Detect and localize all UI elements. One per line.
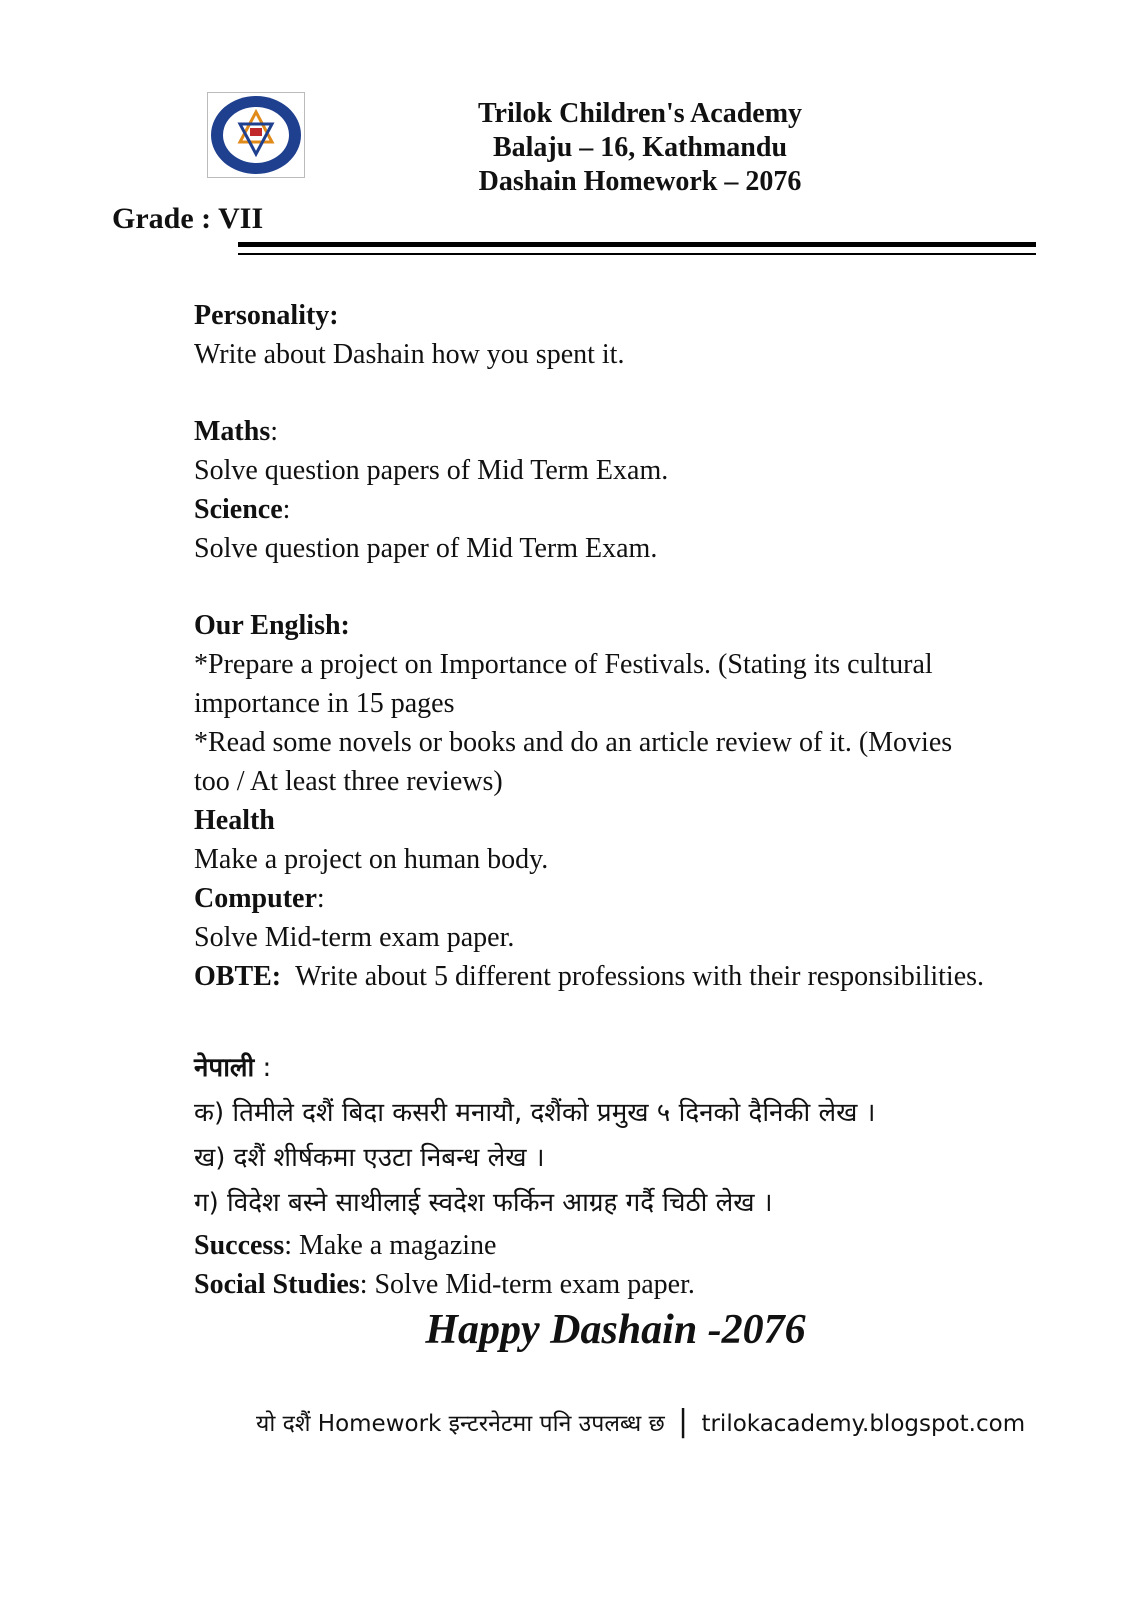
- health-task: Make a project on human body.: [194, 844, 549, 875]
- social-task: Solve Mid-term exam paper.: [374, 1269, 695, 1300]
- english-task-line: *Prepare a project on Importance of Festivals. (Stating its cultural: [194, 649, 933, 680]
- maths-heading: Maths: [194, 416, 271, 447]
- success-heading: Success: [194, 1230, 285, 1261]
- computer-heading: Computer: [194, 883, 317, 914]
- footer: [256, 1404, 1025, 1439]
- document-title: Dashain Homework – 2076: [478, 166, 802, 197]
- nepali-task-line: ग) विदेश बस्ने साथीलाई स्वदेश फर्किन आग्रह गर्दै चिठी लेख ।: [194, 1188, 773, 1218]
- nepali-task-line: ख) दशैं शीर्षकमा एउटा निबन्ध लेख ।: [194, 1143, 545, 1173]
- social-heading: Social Studies: [194, 1269, 360, 1300]
- english-heading: Our English:: [194, 610, 350, 641]
- computer-task: Solve Mid-term exam paper.: [194, 922, 515, 953]
- english-task-line: *Read some novels or books and do an article review of it. (Movies: [194, 727, 953, 758]
- science-task: Solve question paper of Mid Term Exam.: [194, 533, 658, 564]
- maths-task: Solve question papers of Mid Term Exam.: [194, 455, 669, 486]
- grade-label: Grade : VII: [112, 202, 264, 235]
- school-address: Balaju – 16, Kathmandu: [492, 132, 788, 163]
- success-task: Make a magazine: [299, 1230, 497, 1261]
- personality-heading: Personality:: [194, 300, 339, 331]
- nepali-heading-row: नेपाली :: [194, 1053, 272, 1083]
- school-logo: [207, 92, 305, 178]
- footer-separator: |: [678, 1404, 689, 1439]
- logo-emblem-icon: [207, 92, 305, 178]
- health-heading: Health: [194, 805, 275, 836]
- letterhead: [440, 97, 840, 199]
- closing-greeting: [0, 1306, 1131, 1354]
- computer-heading-row: Computer:: [194, 883, 325, 914]
- obte-heading: OBTE:: [194, 961, 282, 992]
- footer-note: यो दशैं Homework इन्टरनेटमा पनि उपलब्ध छ: [256, 1411, 665, 1437]
- obte-row: [194, 957, 1094, 996]
- nepali-heading: नेपाली: [194, 1053, 255, 1083]
- school-name: Trilok Children's Academy: [477, 98, 803, 129]
- social-row: Social Studies: Solve Mid-term exam paper.: [194, 1269, 695, 1300]
- divider-thick: [238, 242, 1036, 247]
- success-row: Success: Make a magazine: [194, 1230, 497, 1261]
- maths-heading-row: Maths:: [194, 416, 279, 447]
- obte-task: Write about 5 different professions with their responsibilities.: [295, 961, 985, 992]
- divider-thin: [238, 253, 1036, 255]
- homework-list: [194, 296, 1094, 1304]
- closing-text: Happy Dashain -2076: [425, 1307, 806, 1353]
- personality-task: Write about Dashain how you spent it.: [194, 339, 625, 370]
- nepali-task-line: क) तिमीले दशैं बिदा कसरी मनायौ, दशैंको प्रमुख ५ दिनको दैनिकी लेख ।: [194, 1098, 876, 1128]
- science-heading: Science: [194, 494, 283, 525]
- english-task-line: too / At least three reviews): [194, 766, 503, 797]
- science-heading-row: Science:: [194, 494, 291, 525]
- footer-url[interactable]: trilokacademy.blogspot.com: [701, 1411, 1026, 1437]
- english-task-line: importance in 15 pages: [194, 688, 455, 719]
